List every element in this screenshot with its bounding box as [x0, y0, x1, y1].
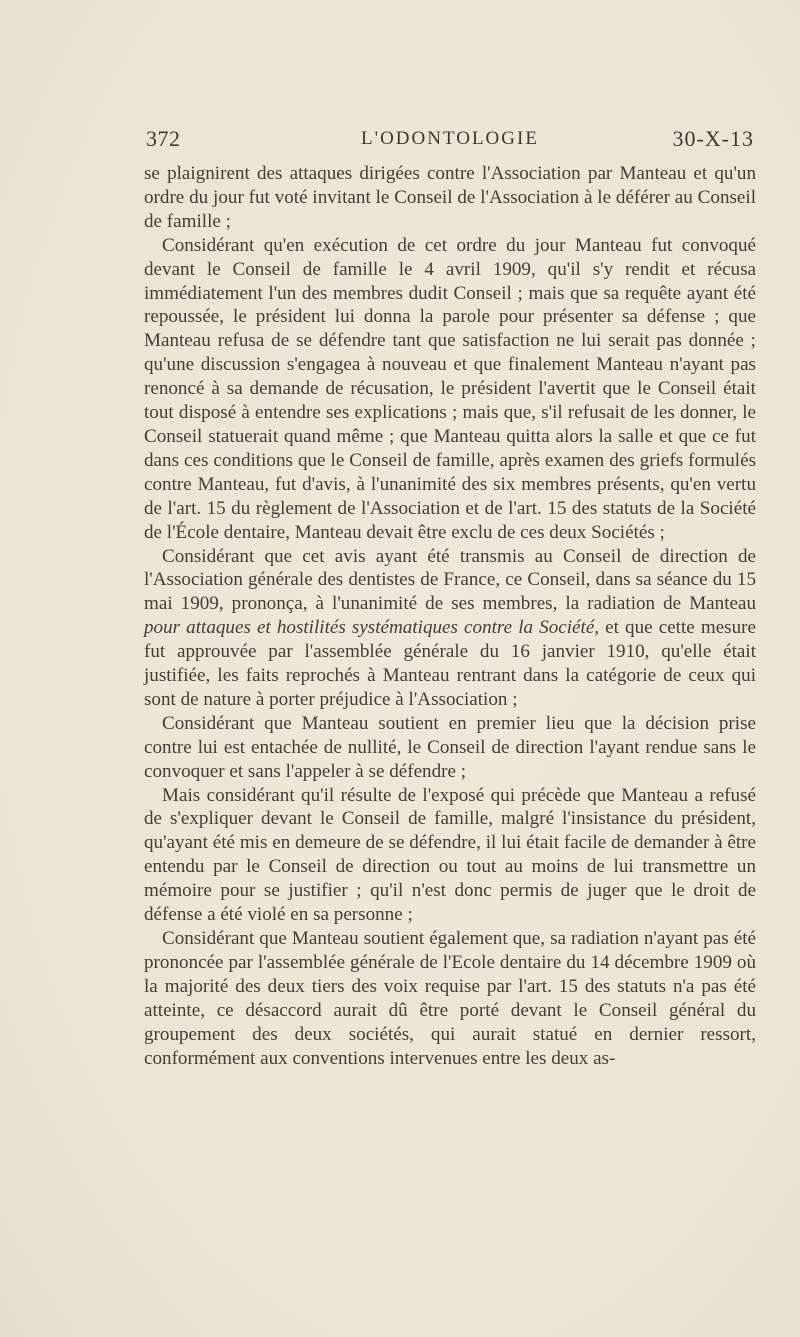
running-header: [146, 126, 754, 158]
journal-title: L'ODONTOLOGIE: [361, 128, 539, 149]
issue-date: 30-X-13: [672, 126, 754, 151]
italic-quote: pour attaques et hostilités systématiques contre la Société,: [144, 617, 600, 639]
paragraph: Considérant que Manteau soutient en premier lieu que la décision prise contre lui est entachée de nullité, le Conseil de direction l'ayant rendue sans le convoquer et sans l'appeler à se défendre ;: [144, 712, 756, 782]
body-text: [144, 162, 756, 1070]
paragraph-text: Considérant que cet avis ayant été transmis au Conseil de direction de l'Association générale des dentistes de France, ce Conseil, dans sa séance du 15 mai 1909, prononça, à l'unanimité de ses membres, la radiation de Manteau: [144, 545, 756, 615]
paragraph-text: et que cette mesure fut approuvée par l'assemblée générale du 16 janvier 1910, qu'elle était justifiée, les faits reprochés à Manteau rentrant dans la catégorie de ceux qui sont de nature à porter préjudice à l'Association ;: [144, 617, 756, 710]
paragraph: Considérant qu'en exécution de cet ordre du jour Manteau fut convoqué devant le Conseil de famille le 4 avril 1909, qu'il s'y rendit et récusa immédiatement l'un des membres dudit Conseil ; mais que sa requête ayant été repoussée, le président lui donna la parole pour présenter sa défense ; que Manteau refusa de se défendre tant que satisfaction ne lui serait pas donnée ; qu'une discussion s'engagea à nouveau et que finalement Manteau n'ayant pas renoncé à sa demande de récusation, le président l'avertit que le Conseil était tout disposé à entendre ses explications ; mais que, s'il refusait de les donner, le Conseil statuerait quand même ; que Manteau quitta alors la salle et que ce fut dans ces conditions que le Conseil de famille, après examen des griefs formulés contre Manteau, fut d'avis, à l'unanimité des six membres présents, qu'en vertu de l'art. 15 du règlement de l'Association et de l'art. 15 des statuts de la Société de l'École dentaire, Manteau devait être exclu de ces deux Sociétés ;: [144, 234, 756, 543]
paragraph: [144, 545, 756, 712]
paragraph: Mais considérant qu'il résulte de l'exposé qui précède que Manteau a refusé de s'expliquer devant le Conseil de famille, malgré l'insistance du président, qu'ayant été mis en demeure de se défendre, il lui était facile de demander à être entendu par le Conseil de direction ou tout au moins de lui transmettre un mémoire pour se justifier ; qu'il n'est donc permis de juger que le droit de défense a été violé en sa personne ;: [144, 784, 756, 926]
paragraph: se plaignirent des attaques dirigées contre l'Association par Manteau et qu'un ordre du jour fut voté invitant le Conseil de l'Association à le déférer au Conseil de famille ;: [144, 163, 756, 232]
page-number: 372: [146, 126, 181, 151]
paragraph: Considérant que Manteau soutient également que, sa radiation n'ayant pas été prononcée par l'assemblée générale de l'Ecole dentaire du 14 décembre 1909 où la majorité des deux tiers des voix requise par l'art. 15 des statuts n'a pas été atteinte, ce désaccord aurait dû être porté devant le Conseil général du groupement des deux sociétés, qui aurait statué en dernier ressort, conformément aux conventions intervenues entre les deux as-: [144, 928, 756, 1069]
